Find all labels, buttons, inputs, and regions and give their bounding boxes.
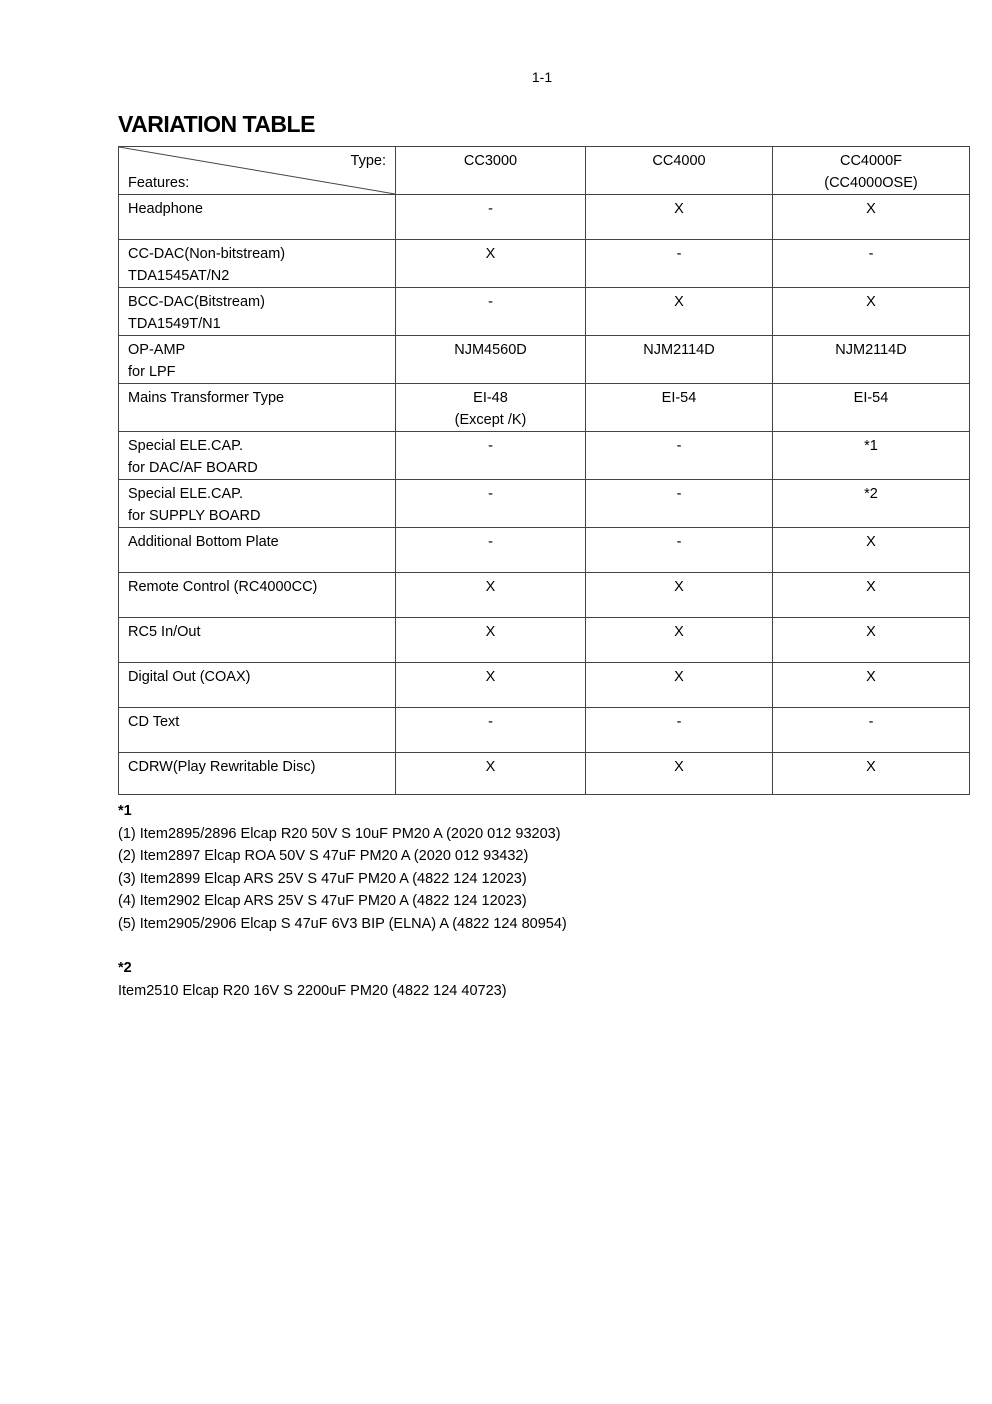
table-row xyxy=(119,432,970,480)
value-line: EI-48 xyxy=(473,390,508,406)
value-line: NJM2114D xyxy=(835,342,907,358)
table-body xyxy=(119,195,970,795)
value-line: X xyxy=(674,759,684,775)
value-line: - xyxy=(488,714,493,730)
value-line: X xyxy=(485,579,496,595)
value-line: NJM4560D xyxy=(454,342,527,358)
value-cell xyxy=(396,195,586,240)
value-cell xyxy=(396,336,586,384)
value-line: EI-54 xyxy=(853,390,889,406)
value-line: X xyxy=(866,201,876,217)
table-row xyxy=(119,480,970,528)
value-line: X xyxy=(866,579,876,595)
value-line: - xyxy=(676,534,682,550)
footnote-line: (4) Item2902 Elcap ARS 25V S 47uF PM20 A (4822 124 12023) xyxy=(118,893,527,909)
value-cell xyxy=(586,432,773,480)
value-line: X xyxy=(866,624,876,640)
column-header-line: CC3000 xyxy=(463,153,518,169)
value-cell xyxy=(773,288,970,336)
footnote-line: (5) Item2905/2906 Elcap S 47uF 6V3 BIP (ELNA) A (4822 124 80954) xyxy=(118,915,567,932)
footnote-heading: *2 xyxy=(118,960,132,976)
value-cell xyxy=(773,240,970,288)
feature-line: CDRW(Play Rewritable Disc) xyxy=(128,759,316,775)
value-cell xyxy=(586,708,773,753)
table-row xyxy=(119,573,970,618)
value-line: X xyxy=(866,534,876,550)
table-row xyxy=(119,528,970,573)
table-row xyxy=(119,288,970,336)
value-cell xyxy=(396,663,586,708)
footnote-2 xyxy=(118,957,507,1002)
value-line: X xyxy=(674,294,684,310)
column-header-line: CC4000 xyxy=(652,153,706,169)
corner-header-cell xyxy=(119,147,396,195)
table-row xyxy=(119,384,970,432)
value-line: - xyxy=(676,438,682,454)
column-header-cc3000 xyxy=(396,147,586,195)
value-cell xyxy=(586,528,773,573)
feature-cell xyxy=(119,432,396,480)
table-row xyxy=(119,195,970,240)
value-line: X xyxy=(485,624,496,640)
value-line: X xyxy=(674,669,684,685)
value-line: X xyxy=(674,579,684,595)
feature-line: Digital Out (COAX) xyxy=(128,669,251,685)
feature-cell xyxy=(119,480,396,528)
value-cell xyxy=(773,195,970,240)
value-line: (Except /K) xyxy=(454,412,527,428)
type-label: Type: xyxy=(350,153,386,169)
column-header-cc4000f xyxy=(773,147,970,195)
value-line: - xyxy=(488,201,493,217)
value-cell xyxy=(586,480,773,528)
feature-line: Remote Control (RC4000CC) xyxy=(128,579,318,595)
feature-cell xyxy=(119,618,396,663)
value-cell xyxy=(586,573,773,618)
value-cell xyxy=(586,195,773,240)
feature-line: CD Text xyxy=(128,714,180,730)
value-line: NJM2114D xyxy=(643,342,715,358)
feature-cell xyxy=(119,573,396,618)
feature-cell xyxy=(119,663,396,708)
value-line: - xyxy=(676,714,682,730)
feature-cell xyxy=(119,195,396,240)
page-title: VARIATION TABLE xyxy=(118,111,315,137)
footnote-line: Item2510 Elcap R20 16V S 2200uF PM20 (4822 124 40723) xyxy=(118,982,507,999)
value-line: X xyxy=(674,201,684,217)
value-cell xyxy=(396,708,586,753)
value-line: - xyxy=(868,714,874,730)
table-row xyxy=(119,240,970,288)
variation-table xyxy=(118,146,970,795)
value-line: - xyxy=(488,294,493,310)
table-row xyxy=(119,663,970,708)
feature-cell xyxy=(119,288,396,336)
value-cell xyxy=(396,573,586,618)
value-line: - xyxy=(488,534,493,550)
value-cell xyxy=(396,528,586,573)
value-line: - xyxy=(488,486,493,502)
value-cell xyxy=(773,384,970,432)
feature-line: CC-DAC(Non-bitstream) xyxy=(128,246,286,262)
value-line: X xyxy=(866,669,876,685)
value-cell xyxy=(396,480,586,528)
column-header-line: CC4000F xyxy=(839,153,903,169)
value-line: - xyxy=(868,246,874,262)
value-cell xyxy=(586,753,773,795)
value-line: - xyxy=(488,438,493,454)
table-row xyxy=(119,618,970,663)
value-cell xyxy=(586,663,773,708)
value-line: X xyxy=(485,246,496,262)
value-line: X xyxy=(485,759,496,775)
footnote-heading: *1 xyxy=(118,803,132,819)
footnote-line: (2) Item2897 Elcap ROA 50V S 47uF PM20 A (2020 012 93432) xyxy=(118,848,529,864)
footnote-line: (3) Item2899 Elcap ARS 25V S 47uF PM20 A (4822 124 12023) xyxy=(118,870,527,887)
value-cell xyxy=(586,336,773,384)
value-line: - xyxy=(676,246,682,262)
feature-line: Additional Bottom Plate xyxy=(128,534,279,550)
value-cell xyxy=(773,708,970,753)
value-cell xyxy=(586,240,773,288)
value-line: X xyxy=(674,624,684,640)
value-cell xyxy=(773,573,970,618)
value-cell xyxy=(396,432,586,480)
value-line: X xyxy=(866,759,876,775)
value-cell xyxy=(396,384,586,432)
value-line: EI-54 xyxy=(661,390,697,406)
value-cell xyxy=(773,618,970,663)
page-number: 1-1 xyxy=(531,69,553,85)
feature-line: TDA1549T/N1 xyxy=(128,316,221,332)
feature-line: for SUPPLY BOARD xyxy=(128,508,261,524)
value-line: X xyxy=(866,294,876,310)
feature-cell xyxy=(119,384,396,432)
value-cell xyxy=(396,288,586,336)
feature-line: BCC-DAC(Bitstream) xyxy=(128,294,265,310)
value-line: *1 xyxy=(864,438,878,454)
feature-line: OP-AMP xyxy=(128,342,186,358)
value-cell xyxy=(773,663,970,708)
value-cell xyxy=(396,753,586,795)
value-cell xyxy=(586,618,773,663)
feature-line: Headphone xyxy=(128,201,203,217)
value-cell xyxy=(586,288,773,336)
feature-line: for LPF xyxy=(128,364,176,380)
table-row xyxy=(119,708,970,753)
feature-cell xyxy=(119,708,396,753)
value-line: - xyxy=(676,486,682,502)
value-cell xyxy=(586,384,773,432)
column-header-line: (CC4000OSE) xyxy=(824,175,918,191)
value-cell xyxy=(773,432,970,480)
value-cell xyxy=(773,336,970,384)
feature-cell xyxy=(119,753,396,795)
feature-line: RC5 In/Out xyxy=(128,624,201,640)
value-line: X xyxy=(485,669,496,685)
feature-cell xyxy=(119,240,396,288)
value-line: *2 xyxy=(864,486,878,502)
features-label: Features: xyxy=(128,175,190,191)
column-header-cc4000 xyxy=(586,147,773,195)
feature-cell xyxy=(119,528,396,573)
table-header-row xyxy=(119,147,970,195)
value-cell xyxy=(396,618,586,663)
footnote-1 xyxy=(118,800,567,935)
feature-cell xyxy=(119,336,396,384)
value-cell xyxy=(396,240,586,288)
feature-line: TDA1545AT/N2 xyxy=(128,268,230,284)
table-row xyxy=(119,753,970,795)
footnote-line: (1) Item2895/2896 Elcap R20 50V S 10uF PM20 A (2020 012 93203) xyxy=(118,825,561,842)
value-cell xyxy=(773,480,970,528)
value-cell xyxy=(773,753,970,795)
feature-line: Mains Transformer Type xyxy=(128,390,285,406)
feature-line: Special ELE.CAP. xyxy=(128,486,243,502)
feature-line: for DAC/AF BOARD xyxy=(128,460,258,476)
value-cell xyxy=(773,528,970,573)
feature-line: Special ELE.CAP. xyxy=(128,438,243,454)
table-row xyxy=(119,336,970,384)
